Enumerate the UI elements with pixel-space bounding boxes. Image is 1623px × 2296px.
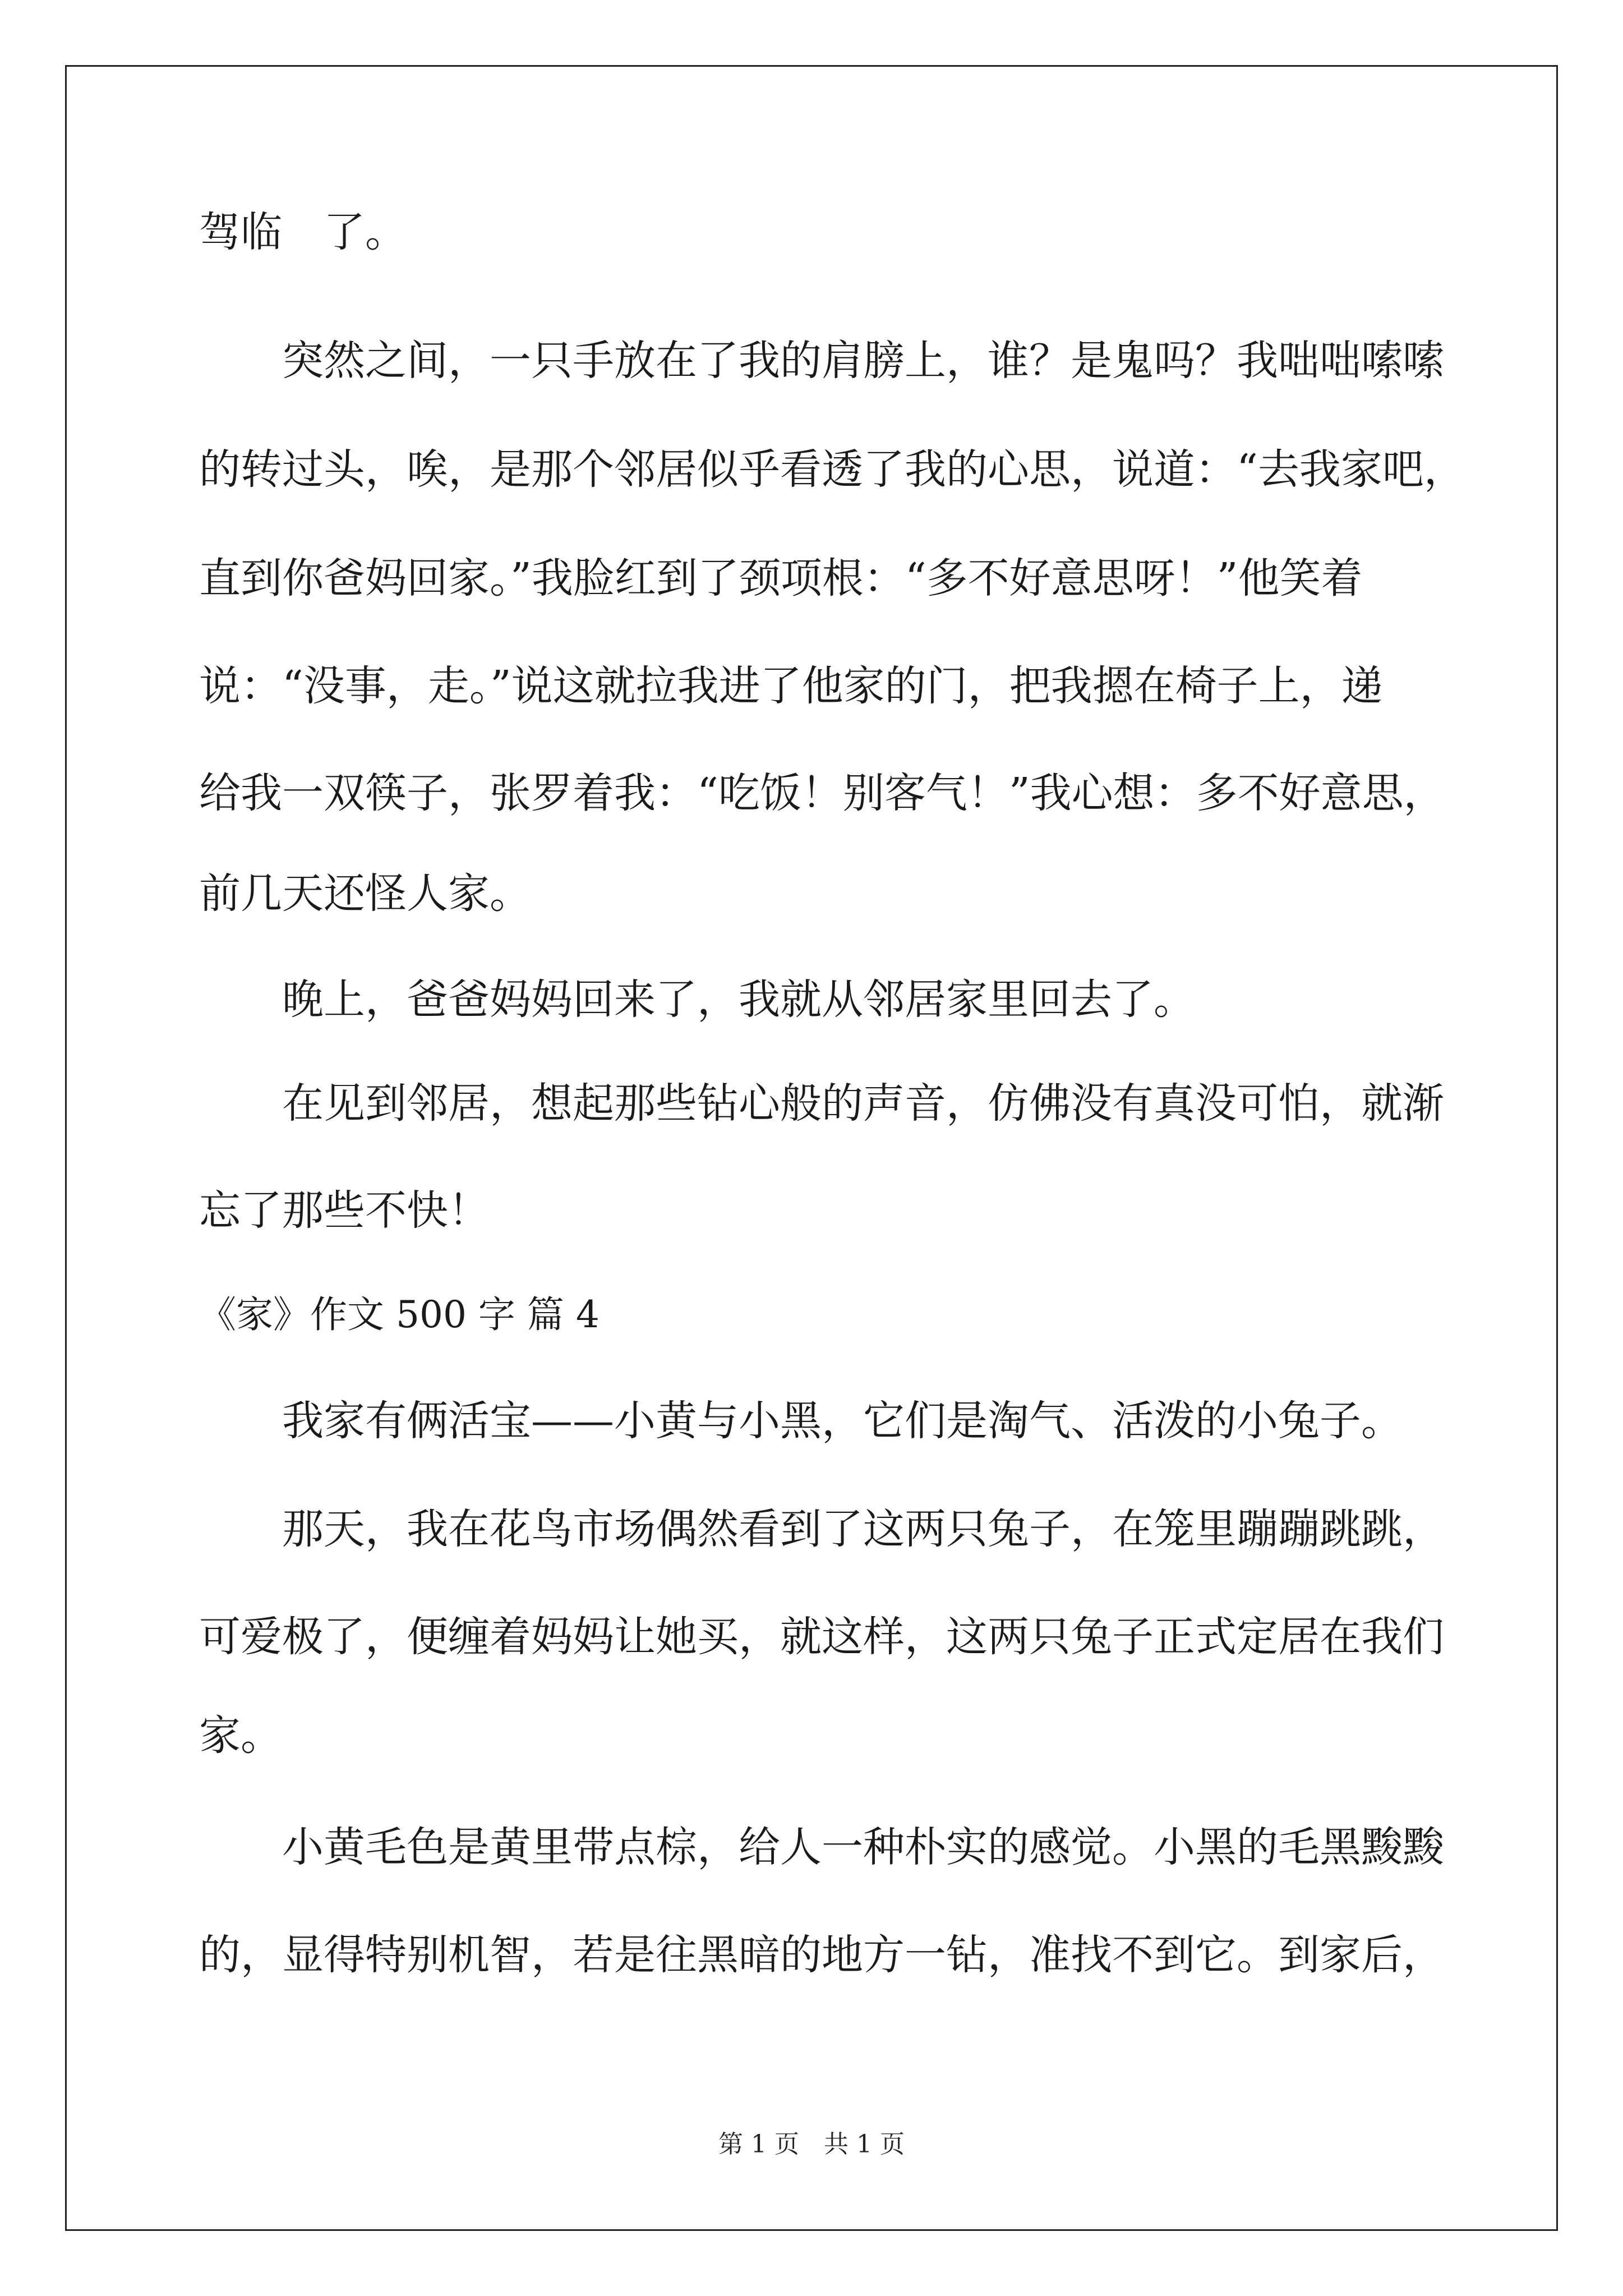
text-line: 前几天还怪人家。: [199, 869, 531, 918]
paragraph-start-line: 小黄毛色是黄里带点棕，给人一种朴实的感觉。小黑的毛黑黢黢: [282, 1823, 1444, 1871]
text-line: 可爱极了，便缠着妈妈让她买，就这样，这两只兔子正式定居在我们: [199, 1613, 1444, 1661]
text-line: 给我一双筷子，张罗着我：“吃饭！别客气！”我心想：多不好意思，: [199, 769, 1445, 817]
text-line: 家。: [199, 1711, 282, 1760]
text-line: 说：“没事，走。”说这就拉我进了他家的门，把我摁在椅子上，递: [199, 662, 1383, 710]
text-line: 直到你爸妈回家。”我脸红到了颈项根：“多不好意思呀！”他笑着: [199, 554, 1363, 602]
paragraph-start-line: 晚上，爸爸妈妈回来了，我就从邻居家里回去了。: [282, 976, 1195, 1024]
paragraph-start-line: 在见到邻居，想起那些钻心般的声音，仿佛没有真没可怕，就渐: [282, 1079, 1444, 1128]
page-frame: [65, 65, 1558, 2231]
text-line: 的，显得特别机智，若是往黑暗的地方一钻，准找不到它。到家后，: [199, 1931, 1444, 1979]
paragraph-start-line: 我家有俩活宝——小黄与小黑，它们是淘气、活泼的小兔子。: [282, 1397, 1403, 1445]
text-line: 驾临 了。: [199, 208, 407, 256]
paragraph-start-line: 突然之间，一只手放在了我的肩膀上，谁？是鬼吗？我咄咄嗦嗦: [282, 337, 1444, 385]
section-heading: 《家》作文 500 字 篇 4: [199, 1293, 600, 1336]
text-line: 忘了那些不快！: [199, 1186, 490, 1235]
paragraph-start-line: 那天，我在花鸟市场偶然看到了这两只兔子，在笼里蹦蹦跳跳，: [282, 1505, 1444, 1553]
page-number-footer: 第 1 页 共 1 页: [718, 2130, 905, 2159]
text-line: 的转过头，唉，是那个邻居似乎看透了我的心思，说道：“去我家吧，: [199, 445, 1465, 494]
